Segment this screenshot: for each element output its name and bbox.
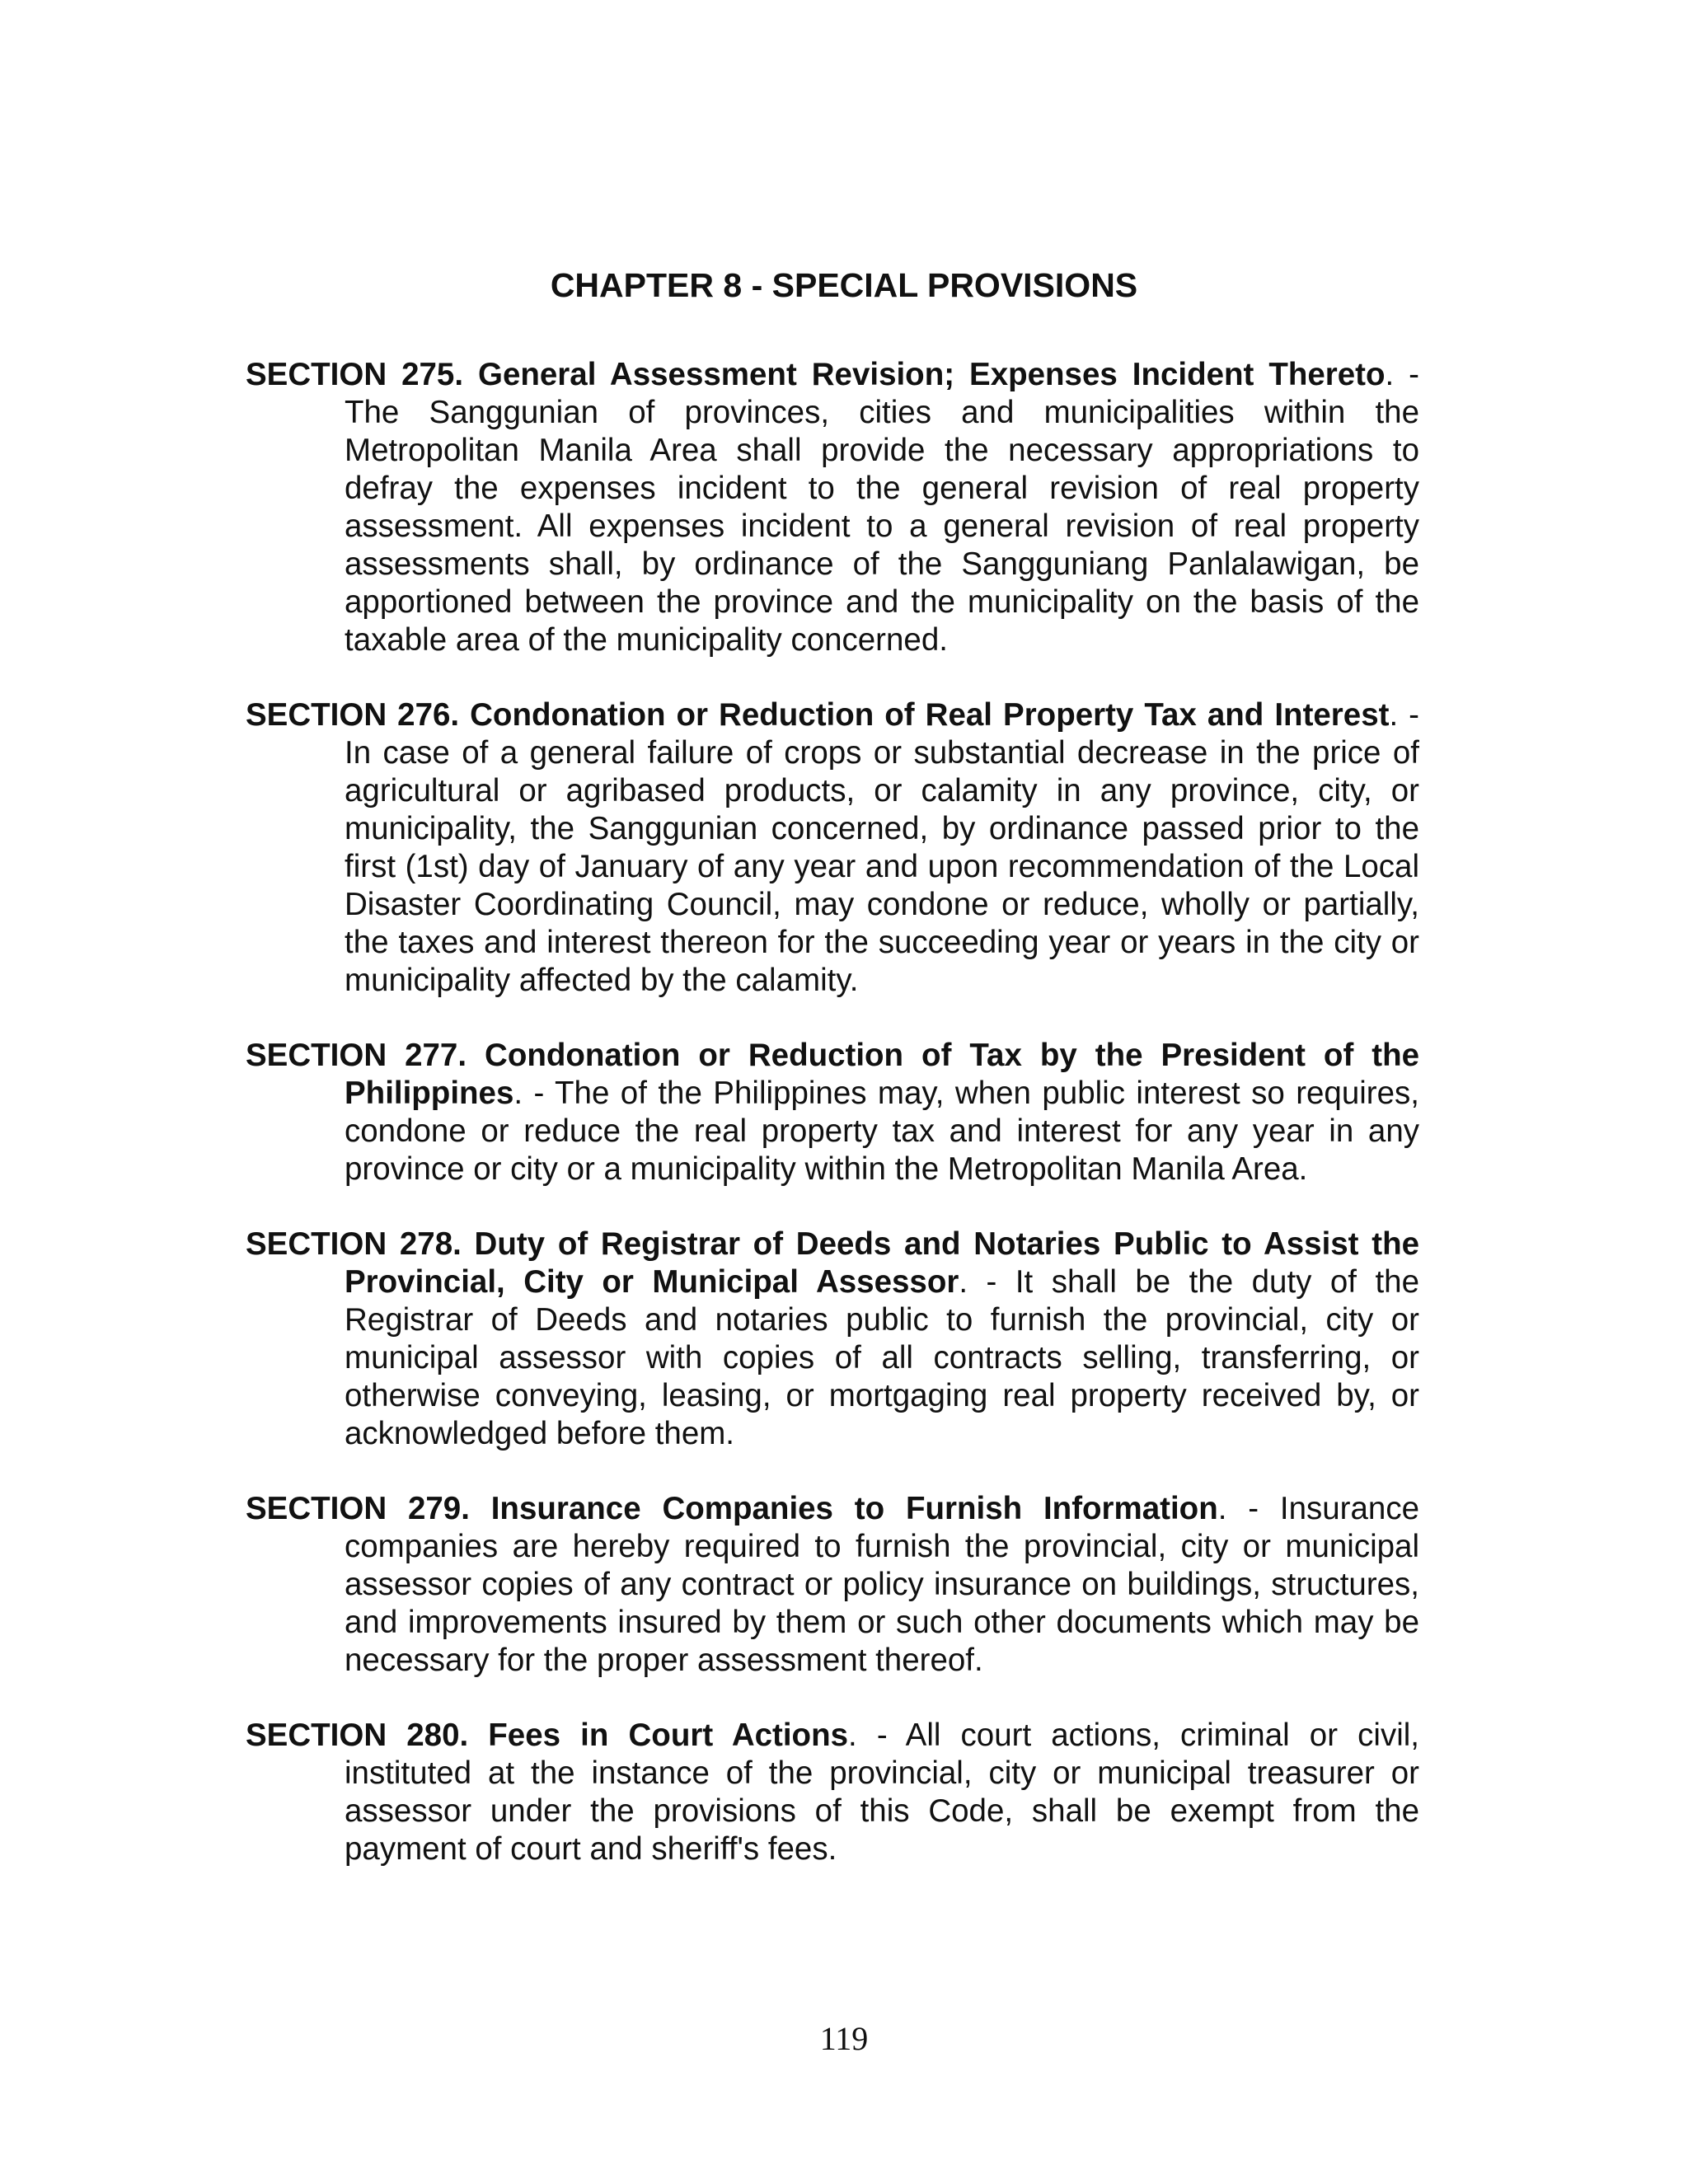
section-body: . - It shall be the duty of the Registrar of Deeds and notaries public to furnish the provincial, city or municipal assessor with copies of all contracts selling, transferring, or otherwise conveying, leasing, or mortgaging real property received by, or acknowledged before them. bbox=[345, 1264, 1419, 1451]
section-body: . - The Sanggunian of provinces, cities and municipalities within the Metropolitan Manila Area shall provide the necessary appropriations to defray the expenses incident to the general revision of real property assessment. All expenses incident to a general revision of real property assessments shall, by ordinance of the Sangguniang Panlalawigan, be apportioned between the province and the municipality on the basis of the taxable area of the municipality concerned. bbox=[345, 357, 1419, 658]
section-280 bbox=[246, 1717, 1419, 1868]
section-279 bbox=[246, 1490, 1419, 1680]
section-body: . - Insurance companies are hereby required to furnish the provincial, city or municipal assessor copies of any contract or policy insurance on buildings, structures, and improvements insured by them or such other documents which may be necessary for the proper assessment thereof. bbox=[345, 1491, 1419, 1678]
chapter-title: CHAPTER 8 - SPECIAL PROVISIONS bbox=[550, 266, 1138, 304]
section-278 bbox=[246, 1226, 1419, 1453]
section-275 bbox=[246, 356, 1419, 659]
sections-container bbox=[246, 356, 1419, 1905]
section-body: . - All court actions, criminal or civil, instituted at the instance of the provincial, city or municipal treasurer or assessor under the provisions of this Code, shall be exempt from the payment of court and sheriff's fees. bbox=[345, 1718, 1420, 1867]
section-276 bbox=[246, 696, 1419, 1000]
section-heading: SECTION 278. Duty of Registrar of Deeds and Notaries Public to Assist the Provincial, City or Municipal Assessor bbox=[246, 1226, 1419, 1300]
section-heading: SECTION 277. Condonation or Reduction of Tax by the President of the Philippines bbox=[246, 1038, 1419, 1111]
section-heading: SECTION 279. Insurance Companies to Furnish Information bbox=[246, 1491, 1218, 1526]
page-number: 119 bbox=[819, 2020, 869, 2057]
section-body: . - In case of a general failure of crops or substantial decrease in the price of agricultural or agribased products, or calamity in any province, city, or municipality, the Sanggunian concerned, by ordinance passed prior to the first (1st) day of January of any year and upon recommendation of the Local Disaster Coordinating Council, may condone or reduce, wholly or partially, the taxes and interest thereon for the succeeding year or years in the city or municipality affected by the calamity. bbox=[345, 697, 1419, 998]
section-heading: SECTION 275. General Assessment Revision; Expenses Incident Thereto bbox=[246, 357, 1386, 392]
section-277 bbox=[246, 1037, 1419, 1188]
section-heading: SECTION 280. Fees in Court Actions bbox=[246, 1718, 849, 1753]
section-heading: SECTION 276. Condonation or Reduction of Real Property Tax and Interest bbox=[246, 697, 1390, 733]
section-body: . - The of the Philippines may, when public interest so requires, condone or reduce the real property tax and interest for any year in any province or city or a municipality within the Metropolitan Manila Area. bbox=[345, 1076, 1419, 1187]
